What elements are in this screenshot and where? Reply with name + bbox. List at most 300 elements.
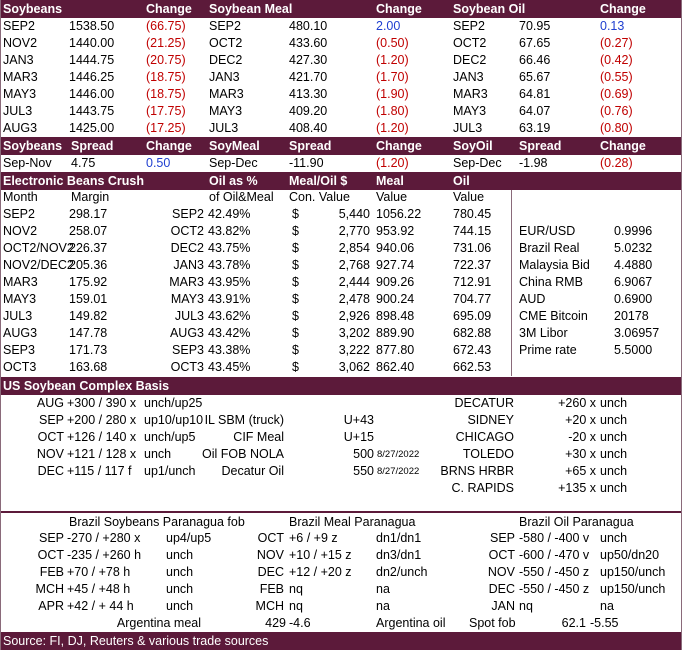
brazil-oil-month: OCT xyxy=(488,548,515,562)
crush-meal-value: 877.80 xyxy=(376,343,415,357)
meal-month: MAY3 xyxy=(209,104,243,118)
basis-month: OCT xyxy=(37,430,64,444)
basis-location: CHICAGO xyxy=(455,430,514,444)
crush-oil-value: 744.15 xyxy=(453,224,492,238)
soy-change: (18.75) xyxy=(146,70,186,84)
crush-con-value: 2,926 xyxy=(338,309,370,323)
crush-month: SEP2 xyxy=(3,207,35,221)
argentina-oil-label: Argentina oil xyxy=(376,616,446,630)
crush-oil-value: 731.06 xyxy=(453,241,492,255)
fx-label: Malaysia Bid xyxy=(519,258,590,272)
crush-oil-pct: 43.91% xyxy=(208,292,251,306)
basis-month: DEC xyxy=(37,464,64,478)
crush-oil-pct: 43.62% xyxy=(208,309,251,323)
brazil-soy-month: MCH xyxy=(35,582,64,596)
crush-currency: $ xyxy=(292,258,299,272)
basis-location: SIDNEY xyxy=(467,413,514,427)
oil-change: (0.27) xyxy=(600,36,633,50)
brazil-meal-title: Brazil Meal Paranagua xyxy=(289,515,416,529)
crush-oil-value: 722.37 xyxy=(453,258,492,272)
meal-change: (1.20) xyxy=(376,53,409,67)
oil-price: 67.65 xyxy=(519,36,551,50)
crush-month: OCT3 xyxy=(3,360,37,374)
crush-oil-value: 704.77 xyxy=(453,292,492,306)
oil-month: JUL3 xyxy=(453,121,483,135)
crush-con-value: 2,768 xyxy=(338,258,370,272)
crush-sub-oilvalue: Value xyxy=(453,190,485,204)
fx-divider xyxy=(511,190,512,376)
oil-price: 64.07 xyxy=(519,104,551,118)
crush-oil-pct: 43.45% xyxy=(208,360,251,374)
oil-month: MAR3 xyxy=(453,87,488,101)
oil-month: MAY3 xyxy=(453,104,487,118)
meal-price: 408.40 xyxy=(289,121,328,135)
basis-location: C. RAPIDS xyxy=(451,481,514,495)
basis-value: +126 / 140 x xyxy=(67,430,137,444)
crush-month: MAY3 xyxy=(3,292,37,306)
crush-sub-oilmeal: of Oil&Meal xyxy=(209,190,274,204)
basis-location-change: unch xyxy=(600,413,628,427)
oil-change: (0.42) xyxy=(600,53,633,67)
spread-oil-header: SoyOil xyxy=(453,139,493,153)
basis-product: IL SBM (truck) xyxy=(204,413,284,427)
meal-header: Soybean Meal xyxy=(209,2,293,16)
basis-location-value: +135 x xyxy=(558,481,596,495)
basis-date: 8/27/2022 xyxy=(377,466,420,477)
crush-meal-value: 889.90 xyxy=(376,326,415,340)
oil-month: OCT2 xyxy=(453,36,487,50)
crush-currency: $ xyxy=(292,224,299,238)
oil-price: 65.67 xyxy=(519,70,551,84)
soy-month: MAR3 xyxy=(3,70,38,84)
soy-price: 1538.50 xyxy=(69,19,115,33)
crush-month-2: MAR3 xyxy=(169,275,204,289)
fx-value: 3.06957 xyxy=(614,326,660,340)
basis-value: +121 / 128 x xyxy=(67,447,137,461)
fx-label: Prime rate xyxy=(519,343,577,357)
brazil-meal-change: na xyxy=(376,599,390,613)
basis-location-change: unch xyxy=(600,464,628,478)
spread-soy-label: Sep-Nov xyxy=(3,156,52,170)
crush-month-2: AUG3 xyxy=(169,326,204,340)
oil-change-header: Change xyxy=(600,2,646,16)
oil-month: SEP2 xyxy=(453,19,485,33)
fx-value: 5.0232 xyxy=(614,241,653,255)
argentina-meal-label: Argentina meal xyxy=(116,616,201,630)
soy-change: (17.75) xyxy=(146,104,186,118)
fx-label: China RMB xyxy=(519,275,583,289)
spread-soy-change: 0.50 xyxy=(146,156,171,170)
crush-currency: $ xyxy=(292,207,299,221)
soy-change: (18.75) xyxy=(146,87,186,101)
soy-price: 1446.25 xyxy=(69,70,115,84)
soy-price: 1425.00 xyxy=(69,121,115,135)
crush-sub-mealvalue: Value xyxy=(376,190,408,204)
soy-month: SEP2 xyxy=(3,19,35,33)
brazil-oil-month: DEC xyxy=(488,582,515,596)
crush-currency: $ xyxy=(292,241,299,255)
crush-oil-pct: 43.75% xyxy=(208,241,251,255)
basis-location: BRNS HRBR xyxy=(440,464,514,478)
basis-location-value: +30 x xyxy=(565,447,596,461)
brazil-meal-value: +10 / +15 z xyxy=(289,548,352,562)
crush-margin: 149.82 xyxy=(69,309,108,323)
soy-month: NOV2 xyxy=(3,36,38,50)
meal-change: (0.50) xyxy=(376,36,409,50)
oil-change: (0.76) xyxy=(600,104,633,118)
crush-month: AUG3 xyxy=(3,326,38,340)
fx-label: Brazil Real xyxy=(519,241,580,255)
crush-month-2: JAN3 xyxy=(173,258,204,272)
spread-soy-header: Soybeans xyxy=(3,139,63,153)
soy-month: JAN3 xyxy=(3,53,34,67)
basis-header-bar xyxy=(0,377,682,395)
basis-title: US Soybean Complex Basis xyxy=(3,379,170,393)
spread-oil-spread-header: Spread xyxy=(519,139,562,153)
crush-month-2: JUL3 xyxy=(174,309,204,323)
crush-oil-header: Oil xyxy=(453,174,470,188)
brazil-oil-change: na xyxy=(600,599,614,613)
brazil-soy-month: APR xyxy=(38,599,64,613)
crush-currency: $ xyxy=(292,343,299,357)
fx-value: 4.4880 xyxy=(614,258,653,272)
source-bar xyxy=(0,632,682,650)
basis-product-value: U+43 xyxy=(343,413,374,427)
fx-value: 20178 xyxy=(614,309,649,323)
brazil-soy-change: unch xyxy=(166,599,194,613)
argentina-meal-change: -4.6 xyxy=(289,616,311,630)
crush-margin: 258.07 xyxy=(69,224,108,238)
crush-header-bar xyxy=(0,172,682,190)
crush-month: SEP3 xyxy=(3,343,35,357)
meal-month: OCT2 xyxy=(209,36,243,50)
crush-currency: $ xyxy=(292,275,299,289)
soy-month: MAY3 xyxy=(3,87,37,101)
brazil-meal-month: NOV xyxy=(256,548,284,562)
crush-meal-value: 909.26 xyxy=(376,275,415,289)
basis-value: +300 / 390 x xyxy=(67,396,137,410)
argentina-oil-change: -5.55 xyxy=(590,616,619,630)
crush-oil-pct: 42.49% xyxy=(208,207,251,221)
meal-change: (1.90) xyxy=(376,87,409,101)
spread-oil-label: Sep-Dec xyxy=(453,156,502,170)
spread-meal-spread-header: Spread xyxy=(289,139,332,153)
meal-month: JUL3 xyxy=(209,121,239,135)
crush-con-value: 2,444 xyxy=(338,275,370,289)
spreads-header-bar xyxy=(0,137,682,155)
basis-location-value: +260 x xyxy=(558,396,596,410)
oil-change: (0.80) xyxy=(600,121,633,135)
crush-margin: 298.17 xyxy=(69,207,108,221)
meal-price: 409.20 xyxy=(289,104,328,118)
soy-month: AUG3 xyxy=(3,121,38,135)
brazil-meal-value: nq xyxy=(289,599,303,613)
brazil-meal-change: na xyxy=(376,582,390,596)
brazil-oil-value: -550 / -450 z xyxy=(519,582,590,596)
spread-meal-header: SoyMeal xyxy=(209,139,260,153)
crush-margin: 226.37 xyxy=(69,241,108,255)
soy-change: (21.25) xyxy=(146,36,186,50)
brazil-soy-change: unch xyxy=(166,548,194,562)
brazil-meal-month: DEC xyxy=(257,565,284,579)
brazil-meal-change: dn3/dn1 xyxy=(376,548,422,562)
crush-month: OCT2/NOV2 xyxy=(3,241,74,255)
crush-oilpct-header: Oil as % xyxy=(209,174,258,188)
basis-change: up10/up10 xyxy=(144,413,204,427)
crush-con-value: 2,478 xyxy=(338,292,370,306)
crush-meal-value: 898.48 xyxy=(376,309,415,323)
crush-meal-value: 1056.22 xyxy=(376,207,422,221)
brazil-oil-month: SEP xyxy=(489,531,515,545)
oil-change: 0.13 xyxy=(600,19,625,33)
meal-change: (1.20) xyxy=(376,121,409,135)
crush-currency: $ xyxy=(292,292,299,306)
brazil-soy-change: unch xyxy=(166,582,194,596)
meal-price: 421.70 xyxy=(289,70,328,84)
crush-meal-value: 927.74 xyxy=(376,258,415,272)
crush-month-2: MAY3 xyxy=(170,292,204,306)
basis-change: unch/up25 xyxy=(144,396,203,410)
crush-oil-value: 682.88 xyxy=(453,326,492,340)
brazil-meal-change: dn1/dn1 xyxy=(376,531,422,545)
spread-meal-label: Sep-Dec xyxy=(209,156,258,170)
oil-price: 64.81 xyxy=(519,87,551,101)
basis-month: NOV xyxy=(36,447,64,461)
brazil-meal-month: FEB xyxy=(259,582,284,596)
fx-label: AUD xyxy=(519,292,546,306)
crush-month: NOV2 xyxy=(3,224,38,238)
crush-sub-margin: Margin xyxy=(71,190,110,204)
crush-meal-value: 953.92 xyxy=(376,224,415,238)
soy-change: (20.75) xyxy=(146,53,186,67)
brazil-soy-title: Brazil Soybeans Paranagua fob xyxy=(69,515,245,529)
basis-value: +115 / 117 f xyxy=(67,464,132,478)
argentina-oil-value: 62.1 xyxy=(561,616,586,630)
brazil-oil-value: -550 / -450 z xyxy=(519,565,590,579)
crush-con-value: 3,202 xyxy=(338,326,370,340)
basis-month: AUG xyxy=(36,396,64,410)
argentina-meal-value: 429 xyxy=(265,616,286,630)
crush-oil-value: 662.53 xyxy=(453,360,492,374)
brazil-oil-title: Brazil Oil Paranagua xyxy=(519,515,634,529)
meal-change-header: Change xyxy=(376,2,422,16)
crush-margin: 163.68 xyxy=(69,360,108,374)
oil-header: Soybean Oil xyxy=(453,2,526,16)
crush-sub-convalue: Con. Value xyxy=(289,190,350,204)
brazil-oil-month: JAN xyxy=(491,599,515,613)
brazil-meal-change: dn2/unch xyxy=(376,565,428,579)
fx-label: 3M Libor xyxy=(519,326,568,340)
brazil-oil-value: nq xyxy=(519,599,533,613)
crush-oil-pct: 43.95% xyxy=(208,275,251,289)
left-border xyxy=(0,0,1,650)
basis-location-change: unch xyxy=(600,430,628,444)
crush-oil-value: 712.91 xyxy=(453,275,492,289)
crush-oil-pct: 43.42% xyxy=(208,326,251,340)
crush-oil-value: 695.09 xyxy=(453,309,492,323)
basis-location-change: unch xyxy=(600,481,628,495)
crush-con-value: 3,062 xyxy=(338,360,370,374)
brazil-soy-value: -235 / +260 h xyxy=(67,548,142,562)
oil-price: 63.19 xyxy=(519,121,551,135)
oil-month: DEC2 xyxy=(453,53,487,67)
meal-month: JAN3 xyxy=(209,70,240,84)
brazil-soy-value: +45 / +48 h xyxy=(67,582,131,596)
basis-change: unch/up5 xyxy=(144,430,196,444)
crush-month: MAR3 xyxy=(3,275,38,289)
brazil-oil-change: up150/unch xyxy=(600,565,666,579)
basis-product-value: 550 xyxy=(353,464,374,478)
fx-value: 5.5000 xyxy=(614,343,653,357)
meal-price: 433.60 xyxy=(289,36,328,50)
crush-currency: $ xyxy=(292,360,299,374)
crush-mealoil-header: Meal/Oil $ xyxy=(289,174,348,188)
soybeans-header: Soybeans xyxy=(3,2,63,16)
meal-change: (1.80) xyxy=(376,104,409,118)
meal-price: 427.30 xyxy=(289,53,328,67)
crush-con-value: 2,854 xyxy=(338,241,370,255)
basis-value: +200 / 280 x xyxy=(67,413,137,427)
basis-change: unch xyxy=(144,447,172,461)
brazil-oil-value: -600 / -470 v xyxy=(519,548,590,562)
crush-month: NOV2/DEC2 xyxy=(3,258,74,272)
crush-con-value: 3,222 xyxy=(338,343,370,357)
brazil-meal-value: +12 / +20 z xyxy=(289,565,352,579)
basis-location-value: -20 x xyxy=(568,430,596,444)
brazil-soy-value: +70 / +78 h xyxy=(67,565,131,579)
basis-date: 8/27/2022 xyxy=(377,449,420,460)
oil-month: JAN3 xyxy=(453,70,484,84)
crush-oil-pct: 43.78% xyxy=(208,258,251,272)
fx-label: EUR/USD xyxy=(519,224,576,238)
meal-month: SEP2 xyxy=(209,19,241,33)
crush-month-2: DEC2 xyxy=(170,241,204,255)
fx-value: 0.9996 xyxy=(614,224,653,238)
argentina-spot-label: Spot fob xyxy=(469,616,516,630)
basis-product-value: 500 xyxy=(353,447,374,461)
spread-meal-change-header: Change xyxy=(376,139,422,153)
brazil-oil-month: NOV xyxy=(487,565,515,579)
soy-price: 1446.00 xyxy=(69,87,115,101)
basis-location-change: unch xyxy=(600,447,628,461)
crush-meal-value: 900.24 xyxy=(376,292,415,306)
brazil-soy-month: SEP xyxy=(38,531,64,545)
brazil-soy-change: up4/up5 xyxy=(166,531,212,545)
oil-price: 70.95 xyxy=(519,19,551,33)
crush-currency: $ xyxy=(292,309,299,323)
spread-oil-value: -1.98 xyxy=(519,156,548,170)
soy-price: 1444.75 xyxy=(69,53,115,67)
fx-label: CME Bitcoin xyxy=(519,309,588,323)
spread-oil-change: (0.28) xyxy=(600,156,633,170)
crush-margin: 205.36 xyxy=(69,258,108,272)
spread-meal-change: (1.20) xyxy=(376,156,409,170)
meal-price: 413.30 xyxy=(289,87,328,101)
basis-location: TOLEDO xyxy=(462,447,514,461)
crush-margin: 175.92 xyxy=(69,275,108,289)
meal-month: MAR3 xyxy=(209,87,244,101)
spread-soy-value: 4.75 xyxy=(71,156,96,170)
basis-location-value: +65 x xyxy=(565,464,596,478)
soybeans-change-header: Change xyxy=(146,2,192,16)
spread-soy-change-header: Change xyxy=(146,139,192,153)
crush-meal-header: Meal xyxy=(376,174,404,188)
brazil-soy-value: +42 / + 44 h xyxy=(67,599,134,613)
section-divider xyxy=(0,511,682,513)
spread-soy-spread-header: Spread xyxy=(71,139,114,153)
crush-month-2: SEP2 xyxy=(172,207,204,221)
crush-margin: 159.01 xyxy=(69,292,108,306)
brazil-soy-month: OCT xyxy=(37,548,64,562)
meal-change: (1.70) xyxy=(376,70,409,84)
crush-oil-pct: 43.82% xyxy=(208,224,251,238)
brazil-meal-value: +6 / +9 z xyxy=(289,531,338,545)
brazil-oil-value: -580 / -400 v xyxy=(519,531,590,545)
crush-sub-month: Month xyxy=(3,190,38,204)
fx-value: 6.9067 xyxy=(614,275,653,289)
crush-month-2: OCT3 xyxy=(170,360,204,374)
brazil-meal-value: nq xyxy=(289,582,303,596)
crush-month: JUL3 xyxy=(3,309,33,323)
meal-price: 480.10 xyxy=(289,19,328,33)
brazil-meal-month: MCH xyxy=(255,599,284,613)
crush-margin: 147.78 xyxy=(69,326,108,340)
oil-change: (0.69) xyxy=(600,87,633,101)
fx-value: 0.6900 xyxy=(614,292,653,306)
basis-location-value: +20 x xyxy=(565,413,596,427)
crush-margin: 171.73 xyxy=(69,343,108,357)
brazil-oil-change: up150/unch xyxy=(600,582,666,596)
oil-change: (0.55) xyxy=(600,70,633,84)
brazil-meal-month: OCT xyxy=(257,531,284,545)
crush-con-value: 5,440 xyxy=(338,207,370,221)
brazil-soy-month: FEB xyxy=(39,565,64,579)
basis-product-value: U+15 xyxy=(343,430,374,444)
soy-price: 1443.75 xyxy=(69,104,115,118)
soy-change: (66.75) xyxy=(146,19,186,33)
basis-product: Oil FOB NOLA xyxy=(202,447,284,461)
soy-change: (17.25) xyxy=(146,121,186,135)
crush-month-2: OCT2 xyxy=(170,224,204,238)
source-text: Source: FI, DJ, Reuters & various trade sources xyxy=(3,634,269,648)
crush-oil-value: 672.43 xyxy=(453,343,492,357)
basis-location-change: unch xyxy=(600,396,628,410)
crush-title: Electronic Beans Crush xyxy=(3,174,145,188)
meal-month: DEC2 xyxy=(209,53,243,67)
brazil-oil-change: up50/dn20 xyxy=(600,548,660,562)
soy-month: JUL3 xyxy=(3,104,33,118)
crush-meal-value: 862.40 xyxy=(376,360,415,374)
crush-oil-pct: 43.38% xyxy=(208,343,251,357)
basis-location: DECATUR xyxy=(454,396,514,410)
basis-product: CIF Meal xyxy=(233,430,284,444)
crush-month-2: SEP3 xyxy=(172,343,204,357)
crush-currency: $ xyxy=(292,326,299,340)
meal-change: 2.00 xyxy=(376,19,401,33)
crush-con-value: 2,770 xyxy=(338,224,370,238)
spread-oil-change-header: Change xyxy=(600,139,646,153)
soy-price: 1440.00 xyxy=(69,36,115,50)
basis-product: Decatur Oil xyxy=(221,464,284,478)
basis-month: SEP xyxy=(38,413,64,427)
brazil-soy-change: unch xyxy=(166,565,194,579)
basis-change: up1/unch xyxy=(144,464,196,478)
brazil-soy-value: -270 / +280 x xyxy=(67,531,141,545)
crush-meal-value: 940.06 xyxy=(376,241,415,255)
crush-oil-value: 780.45 xyxy=(453,207,492,221)
spread-meal-value: -11.90 xyxy=(289,156,324,170)
futures-header-bar xyxy=(0,0,682,18)
